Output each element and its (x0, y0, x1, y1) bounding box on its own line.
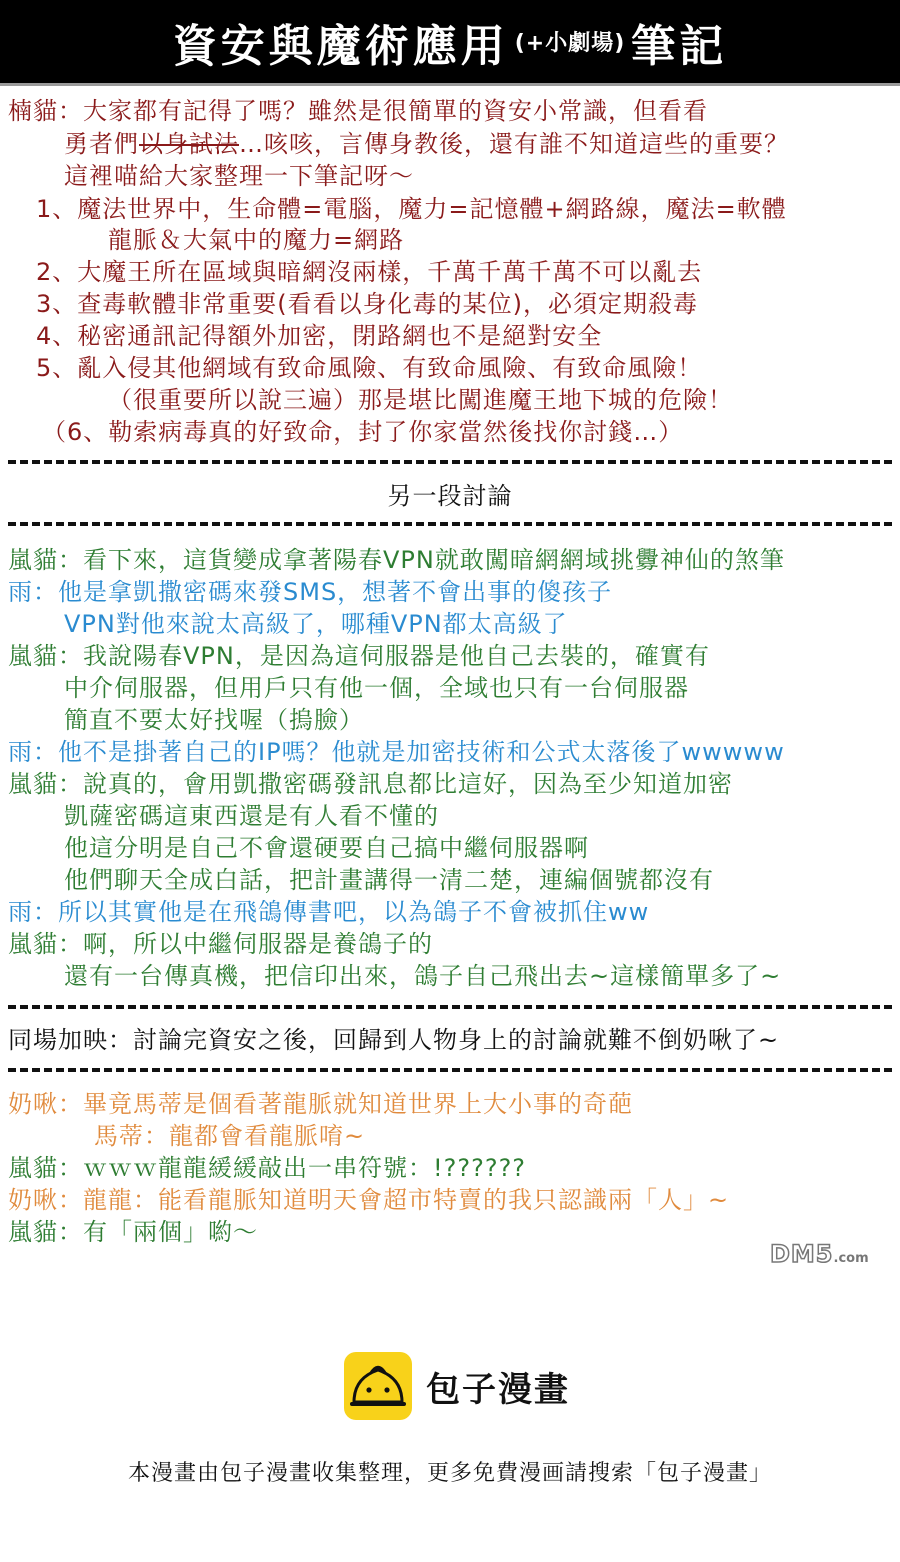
dialogue-line: 雨：他不是掛著自己的IP嗎？他就是加密技術和公式太落後了wwwww (8, 738, 785, 766)
divider (8, 1068, 892, 1072)
title-banner (0, 0, 900, 86)
bun-icon (344, 1352, 412, 1420)
footer-credit: 本漫畫由包子漫畫收集整理，更多免費漫画請搜索「包子漫畫」 (127, 1461, 772, 1486)
dialogue-line: 中介伺服器，但用戶只有他一個，全域也只有一台伺服器 (64, 674, 689, 702)
dialogue-line: 嵐貓：啊，所以中繼伺服器是養鴿子的 (8, 930, 433, 958)
note-item-5-cont: （很重要所以說三遍）那是堪比闖進魔王地下城的危險！ (108, 386, 733, 414)
note-item-6: （6、勒索病毒真的好致命，封了你家當然後找你討錢…） (42, 418, 684, 446)
watermark-domain: .com (833, 1251, 869, 1266)
divider (8, 1005, 892, 1009)
note-item-2: 2、大魔王所在區域與暗網沒兩樣，千萬千萬千萬不可以亂去 (36, 258, 703, 286)
dialogue-line: 嵐貓：看下來，這貨變成拿著陽春VPN就敢闖暗網網域挑釁神仙的煞筆 (8, 546, 785, 574)
section-heading-bonus: 同場加映：討論完資安之後，回歸到人物身上的討論就難不倒奶啾了~ (8, 1026, 780, 1054)
dialogue-line: 嵐貓：我說陽春VPN，是因為這伺服器是他自己去裝的，確實有 (8, 642, 710, 670)
divider (8, 522, 892, 526)
dialogue-line: VPN對他來說太高級了，哪種VPN都太高級了 (64, 610, 568, 638)
dialogue-line: 雨：他是拿凱撒密碼來發SMS，想著不會出事的傻孩子 (8, 578, 613, 606)
divider (8, 460, 892, 464)
note-item-5: 5、亂入侵其他網域有致命風險、有致命風險、有致命風險！ (36, 354, 703, 382)
dialogue-line: 他們聊天全成白話，把計畫講得一清二楚，連編個號都沒有 (64, 866, 714, 894)
dialogue-line: 奶啾：畢竟馬蒂是個看著龍脈就知道世界上大小事的奇葩 (8, 1090, 633, 1118)
note-item-1-cont: 龍脈＆大氣中的魔力=網路 (108, 226, 405, 254)
brand-logo (344, 1352, 570, 1420)
title-notes: 筆記 (631, 20, 728, 72)
note-item-4: 4、秘密通訊記得額外加密，閉路網也不是絕對安全 (36, 322, 603, 350)
section-heading: 另一段討論 (387, 482, 513, 510)
dialogue-line: 嵐貓：有「兩個」喲～ (8, 1218, 258, 1246)
title-main: 資安與魔術應用 (172, 20, 509, 72)
note-line: 這裡喵給大家整理一下筆記呀～ (64, 162, 414, 190)
dialogue-line: 雨：所以其實他是在飛鴿傳書吧，以為鴿子不會被抓住ww (8, 898, 650, 926)
dialogue-line: 簡直不要太好找喔（摀臉） (64, 706, 364, 734)
note-line: 楠貓：大家都有記得了嗎？雖然是很簡單的資安小常識，但看看 (8, 97, 708, 125)
dialogue-line: 凱薩密碼這東西還是有人看不懂的 (64, 802, 439, 830)
note-item-3: 3、查毒軟體非常重要(看看以身化毒的某位)，必須定期殺毒 (36, 290, 698, 318)
dialogue-line: 嵐貓：ｗｗｗ龍龍緩緩敲出一串符號：!?????? (8, 1154, 527, 1182)
watermark-logo-text: DM5 (770, 1240, 834, 1268)
dialogue-line: 嵐貓：說真的，會用凱撒密碼發訊息都比這好，因為至少知道加密 (8, 770, 733, 798)
note-line (64, 128, 789, 160)
note-text: …咳咳，言傳身教後，還有誰不知道這些的重要？ (239, 130, 789, 158)
note-item-1: 1、魔法世界中，生命體=電腦，魔力=記憶體+網路線，魔法=軟體 (36, 195, 787, 223)
note-text: 勇者們 (64, 130, 139, 158)
dialogue-line: 他這分明是自己不會還硬要自己搞中繼伺服器啊 (64, 834, 589, 862)
title-subtitle: (+小劇場) (514, 31, 626, 56)
brand-name: 包子漫畫 (426, 1369, 570, 1410)
dialogue-line: 奶啾：龍龍：能看龍脈知道明天會超市特賣的我只認識兩「人」~ (8, 1186, 730, 1214)
dm5-watermark (770, 1240, 890, 1266)
dialogue-line: 還有一台傳真機，把信印出來，鴿子自己飛出去~這樣簡單多了~ (64, 962, 782, 990)
strikethrough-text: 以身試法 (139, 130, 239, 158)
dialogue-line: 馬蒂：龍都會看龍脈唷~ (94, 1122, 366, 1150)
